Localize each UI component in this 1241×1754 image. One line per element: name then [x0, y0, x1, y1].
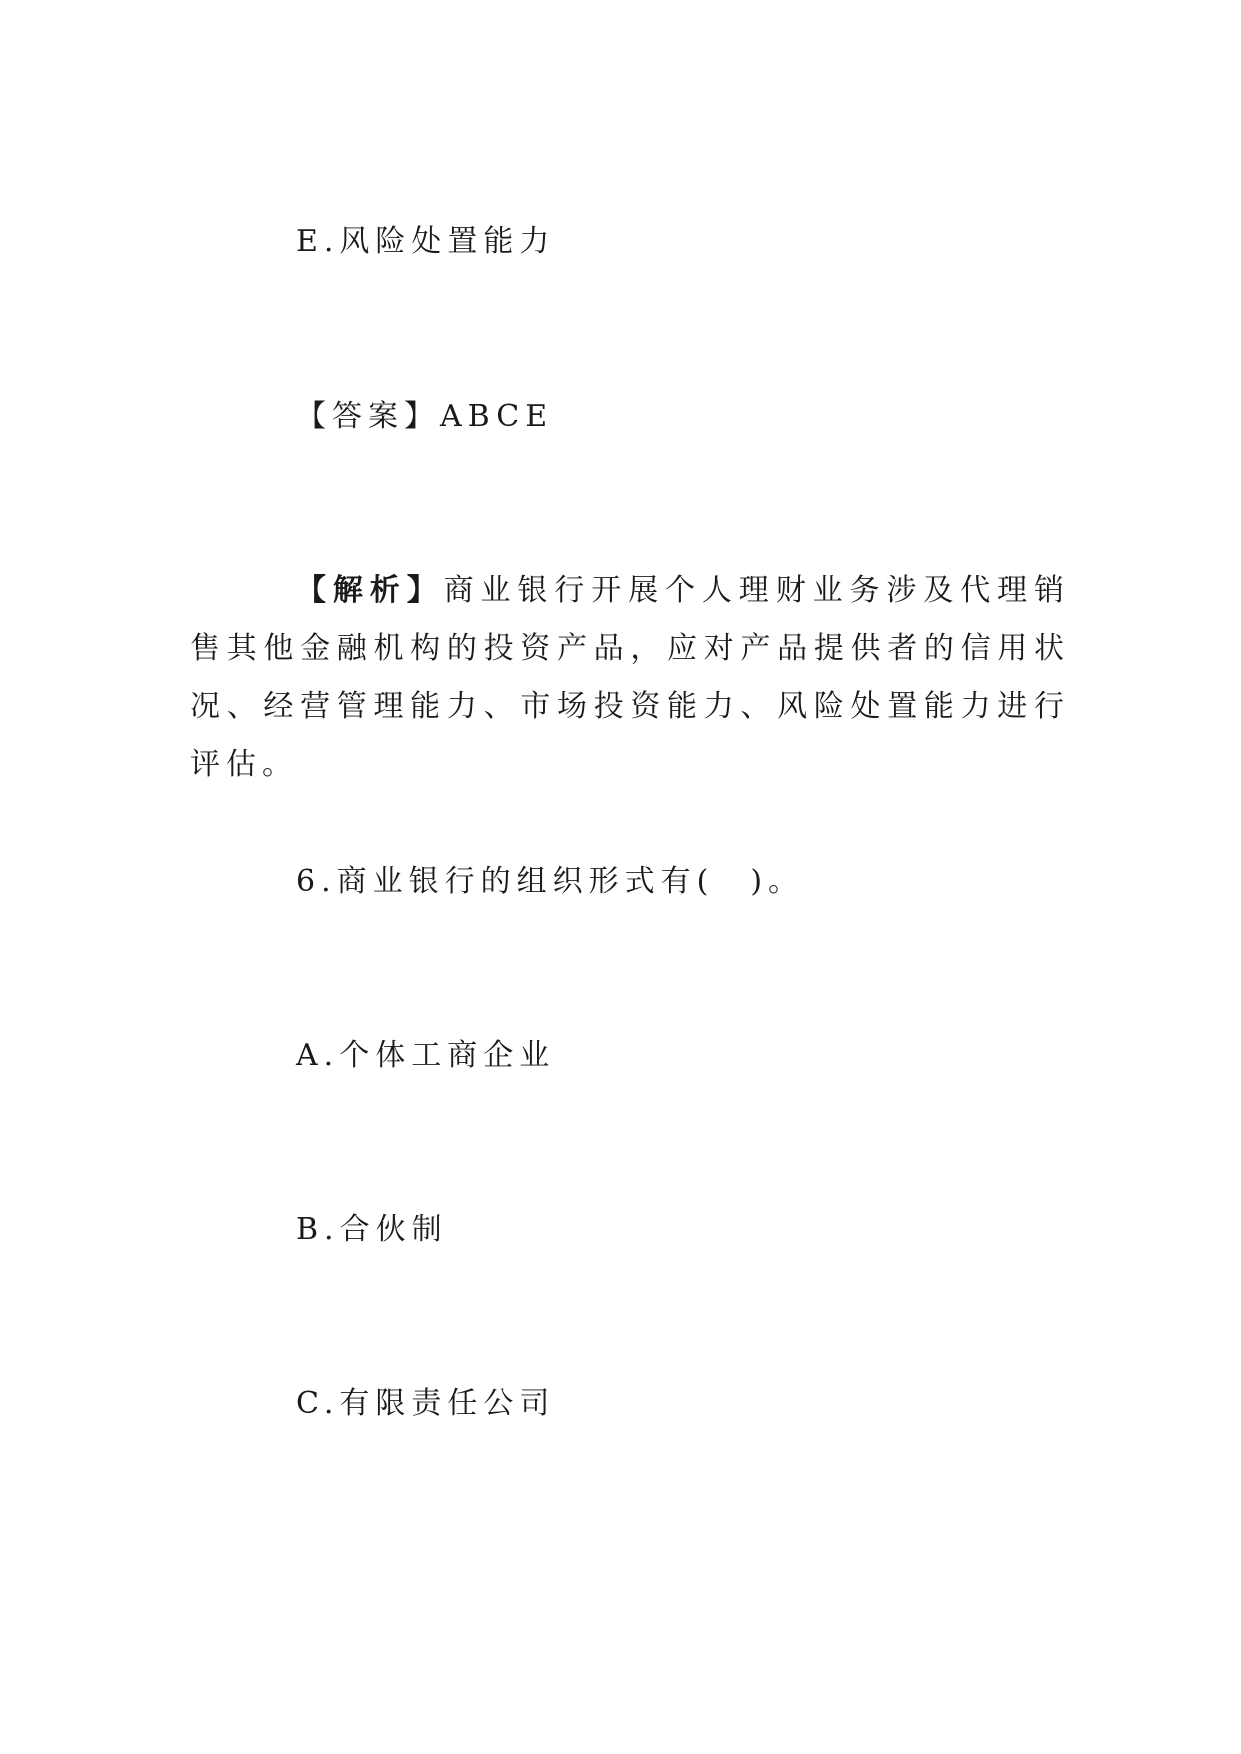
answer-value: ABCE: [440, 399, 554, 434]
option-c: C.有限责任公司: [296, 1386, 556, 1421]
answer-label: 【答案】: [296, 399, 440, 434]
analysis-label: 【解析】: [296, 573, 444, 608]
option-a: A.个体工商企业: [296, 1038, 556, 1073]
answer-line: [296, 397, 553, 437]
analysis-paragraph: [190, 562, 1070, 794]
question-6: 6.商业银行的组织形式有( )。: [296, 864, 805, 899]
option-b: B.合伙制: [296, 1212, 448, 1247]
analysis-text: 商业银行开展个人理财业务涉及代理销售其他金融机构的投资产品，应对产品提供者的信用状况、经营管理能力、市场投资能力、风险处置能力进行评估。: [190, 573, 1071, 782]
option-e: E.风险处置能力: [296, 224, 556, 259]
